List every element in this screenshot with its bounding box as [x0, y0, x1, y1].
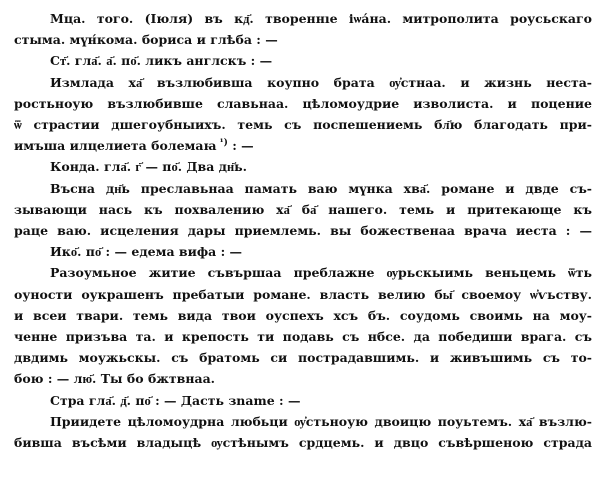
text-line [14, 50, 592, 71]
text-line [14, 135, 592, 156]
text-line [14, 241, 592, 262]
text-line-content: Измлада ха҃ възлюбивша коупно брата ѹ҆стнаа. и жизнь неста- [50, 74, 592, 90]
text-line-content: и всеи твари. темь вида твои оуспехъ хсъ бъ. соудомь своимь на моу- [14, 307, 592, 323]
text-line-content: Въсна дн҃ь преславьнаа памать ваю мүнка хва҃. романе и двде съ- [50, 180, 592, 196]
text-line-content: Стра гла҃. д҃. по҃ : — Дасть зname : — [50, 392, 301, 408]
text-line-tail: : — [227, 138, 254, 154]
text-line-content: Ст҃. гла҃. а҃. по҃. ликъ англскъ : — [50, 53, 273, 69]
text-line [14, 93, 592, 114]
text-line-content: оуности оукрашенъ пребатыи романе. власть велию бы҃ своемоу ѡ҆ѵьству. [14, 286, 592, 302]
text-line [14, 326, 592, 347]
text-line [14, 390, 592, 411]
text-line-content: Мца. того. (Iюля) въ кд҃. твореннıе іѡа́на. митрополита роусьскаго [50, 11, 592, 26]
text-line [14, 114, 592, 135]
text-line-content: раце ваю. исцеления дары приемлемь. вы божественаа врача иеста : — [14, 223, 592, 239]
text-line [14, 347, 592, 368]
text-line [14, 72, 592, 93]
text-line [14, 411, 592, 432]
text-line-content: ѿ страстии дшегоубныихъ. темь съ поспешениемь бл҃ю благодать при- [14, 117, 592, 133]
text-line-content: Приидете цѣломоудрна любьци ѹ҆стьноую двоицю поуьтемъ. ха҃ възлю- [50, 413, 592, 429]
text-line [14, 262, 592, 283]
text-line [14, 8, 592, 29]
text-line-content: зывающи нась къ похвалению ха҃ ба҃ нашего. темь и притекающе къ [14, 201, 592, 217]
text-line-content: Ико҃. по҃ : — едема вифа : — [50, 244, 243, 260]
text-line [14, 156, 592, 177]
text-line-content: двдимь моужьскы. съ братомь си пострадавшимь. и живъшимь съ то- [14, 350, 592, 366]
text-line [14, 305, 592, 326]
text-line [14, 284, 592, 305]
text-line [14, 220, 592, 241]
text-line-content: имъша илцелиета болемаꙗ [14, 138, 217, 154]
text-line-content: ченне призъва та. и крепость ти подавь съ нбсе. да победиши врага. съ [14, 329, 592, 345]
text-line [14, 199, 592, 220]
text-line [14, 368, 592, 389]
footnote-marker[interactable]: ¹) [216, 138, 228, 149]
text-line-content: бивша въсѣми владыцѣ ѹстѣнымъ срдцемь. и двцо съвѣршеною страда [14, 435, 592, 451]
text-line-content: стыма. мүн́кома. бориса и глѣба : — [14, 32, 278, 48]
text-line [14, 432, 592, 453]
text-line [14, 29, 592, 50]
text-line-content: ростьноую възлюбивше славьнаа. цѣломоудрие изволиста. и поцение [14, 95, 592, 111]
text-line-content: бою : — лю҃. Ты бо бжтвнаа. [14, 371, 216, 387]
text-line-content: Разоумьное житие съвършаа преблажне ѹрьскыимь веньцемь ѿть [50, 265, 592, 281]
text-line [14, 178, 592, 199]
text-line-content: Конда. гла҃. г҃ — по҃. Два дн҃ь. [50, 159, 248, 175]
